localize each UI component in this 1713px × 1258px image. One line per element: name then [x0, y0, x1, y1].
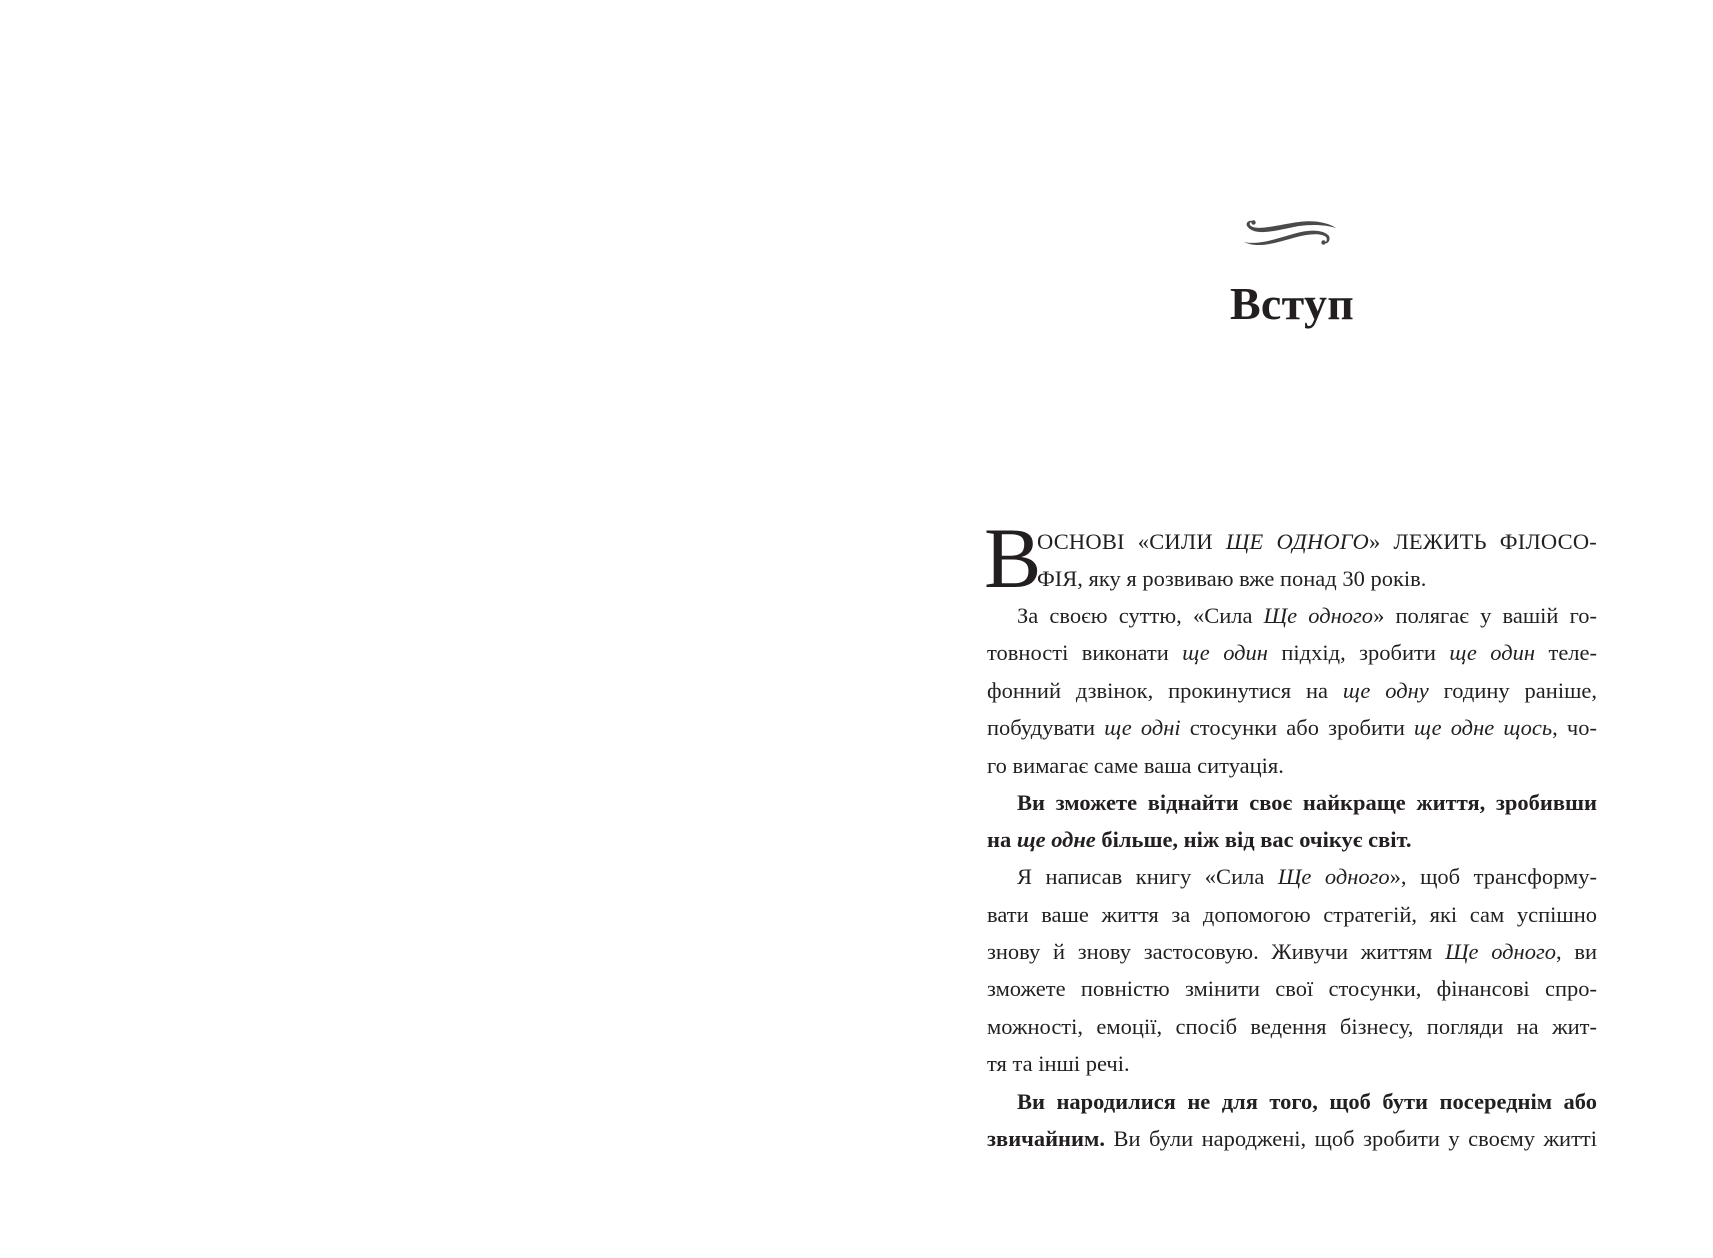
- text-line: знову й знову застосовую. Живучи життям Ще одного, ви: [987, 939, 1598, 964]
- text-line: побудувати ще одні стосунки або зробити ще одне щось, чо-: [987, 715, 1597, 740]
- text-line: ФІЯ, яку я розвиваю вже понад 30 років.: [1037, 566, 1427, 591]
- text-line: товності виконати ще один підхід, зробити ще один теле-: [987, 640, 1598, 665]
- drop-cap: В: [984, 510, 1042, 606]
- text-line: зможете повністю змінити свої стосунки, фінансові спро-: [987, 976, 1597, 1001]
- text-line-bold: на ще одне більше, ніж від вас очікує світ.: [987, 827, 1412, 852]
- text-line: За своєю суттю, «Сила Ще одного» полягає у вашій го-: [1017, 603, 1598, 628]
- text-line: тя та інші речі.: [987, 1051, 1130, 1076]
- text-line: можності, емоції, спосіб ведення бізнесу, погляди на жит-: [987, 1014, 1597, 1039]
- text-line: го вимагає саме ваша ситуація.: [987, 753, 1284, 778]
- text-line: фонний дзвінок, прокинутися на ще одну годину раніше,: [987, 678, 1598, 703]
- text-line-bold: Ви зможете віднайти своє найкраще життя, зробивши: [1017, 790, 1597, 815]
- left-page-blank: [0, 0, 856, 1258]
- text-line: вати ваше життя за допомогою стратегій, які сам успішно: [987, 902, 1597, 927]
- chapter-title: Вступ: [1229, 278, 1355, 329]
- text-line: ОСНОВІ «СИЛИ ЩЕ ОДНОГО» ЛЕЖИТЬ ФІЛОСО-: [1037, 529, 1597, 554]
- text-line: звичайним. Ви були народжені, щоб зробити у своєму житті: [987, 1126, 1597, 1151]
- text-line: Я написав книгу «Сила Ще одного», щоб трансформу-: [1017, 864, 1598, 889]
- text-line-bold: Ви народилися не для того, щоб бути посереднім або: [1017, 1089, 1597, 1114]
- flourish-ornament-icon: [1241, 216, 1339, 252]
